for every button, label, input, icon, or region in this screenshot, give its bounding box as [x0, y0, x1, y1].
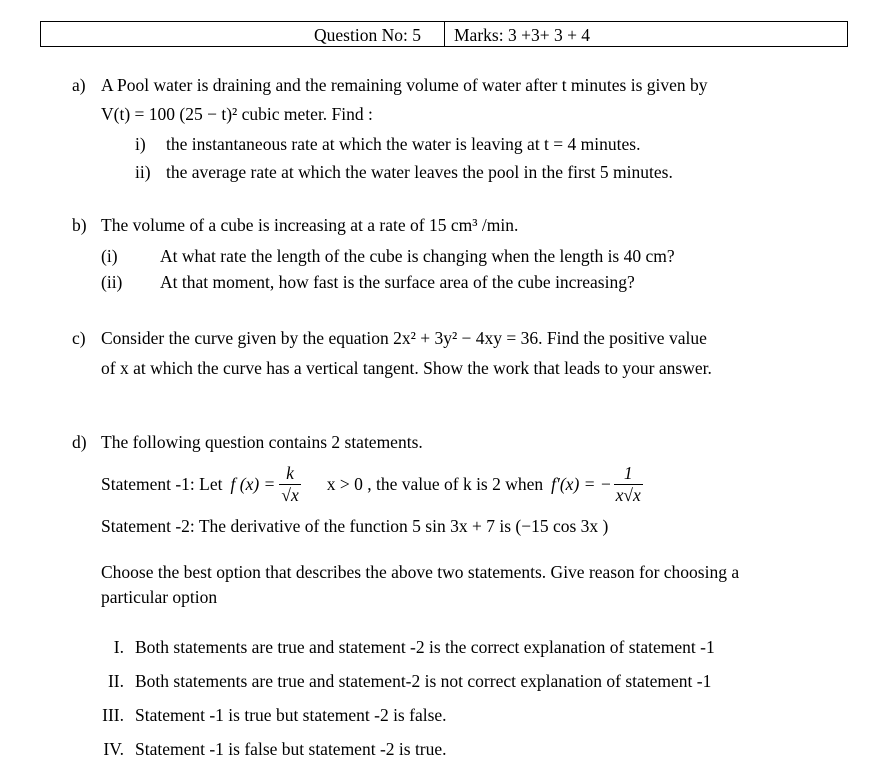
part-a-ii-text: the average rate at which the water leaves the pool in the first 5 minutes.: [166, 162, 673, 182]
part-c-line1: Consider the curve given by the equation 2x² + 3y² − 4xy = 36. Find the positive value: [101, 328, 707, 348]
part-c-label: c): [72, 328, 86, 348]
option-3-text: Statement -1 is true but statement -2 is false.: [135, 705, 447, 725]
part-a-line1: A Pool water is draining and the remaining volume of water after t minutes is given by: [101, 75, 708, 95]
part-a-ii-label: ii): [135, 162, 151, 182]
part-c-line2: of x at which the curve has a vertical tangent. Show the work that leads to your answer.: [101, 358, 712, 378]
option-4-text: Statement -1 is false but statement -2 is true.: [135, 739, 447, 759]
fraction-2-denominator: x√x: [615, 484, 641, 505]
part-b-i-text: At what rate the length of the cube is changing when the length is 40 cm?: [160, 246, 675, 266]
header-divider: [444, 22, 445, 46]
statement-1: [101, 456, 643, 512]
option-2-number: II.: [107, 671, 124, 691]
part-a-i-label: i): [135, 134, 146, 154]
statement-1-fraction-2: [614, 463, 643, 506]
part-d-intro: The following question contains 2 statements.: [101, 432, 423, 452]
part-b-i-label: (i): [101, 246, 118, 266]
question-marks: Marks: 3 +3+ 3 + 4: [454, 25, 591, 45]
choose-line1: Choose the best option that describes the above two statements. Give reason for choosing a: [101, 562, 740, 582]
fraction-2-numerator: 1: [623, 462, 633, 483]
part-b-label: b): [72, 215, 87, 235]
option-1-number: I.: [113, 637, 124, 657]
statement-1-condition: x > 0 , the value of k is 2 when: [326, 473, 544, 494]
statement-1-prefix: Statement -1: Let: [101, 473, 223, 494]
part-a-label: a): [72, 75, 86, 95]
question-header: [40, 21, 848, 47]
fraction-numerator: k: [286, 462, 294, 483]
option-2-text: Both statements are true and statement-2 is not correct explanation of statement -1: [135, 671, 712, 691]
option-4-number: IV.: [103, 739, 124, 759]
statement-1-fraction: [279, 463, 300, 506]
option-3-number: III.: [102, 705, 124, 725]
statement-2: Statement -2: The derivative of the function 5 sin 3x + 7 is (−15 cos 3x ): [101, 516, 609, 536]
part-b-line1: The volume of a cube is increasing at a rate of 15 cm³ /min.: [101, 215, 519, 235]
part-d-label: d): [72, 432, 87, 452]
part-a-i-text: the instantaneous rate at which the water is leaving at t = 4 minutes.: [166, 134, 641, 154]
fraction-denominator: √x: [281, 484, 299, 505]
option-1-text: Both statements are true and statement -2 is the correct explanation of statement -1: [135, 637, 715, 657]
part-b-ii-label: (ii): [101, 272, 123, 292]
part-a-line2: V(t) = 100 (25 − t)² cubic meter. Find :: [101, 104, 373, 124]
question-number: Question No: 5: [314, 25, 421, 45]
choose-line2: particular option: [101, 587, 218, 607]
statement-1-function: f (x) =: [230, 473, 276, 494]
statement-1-derivative: f′(x) = −: [551, 473, 612, 494]
part-b-ii-text: At that moment, how fast is the surface area of the cube increasing?: [160, 272, 635, 292]
